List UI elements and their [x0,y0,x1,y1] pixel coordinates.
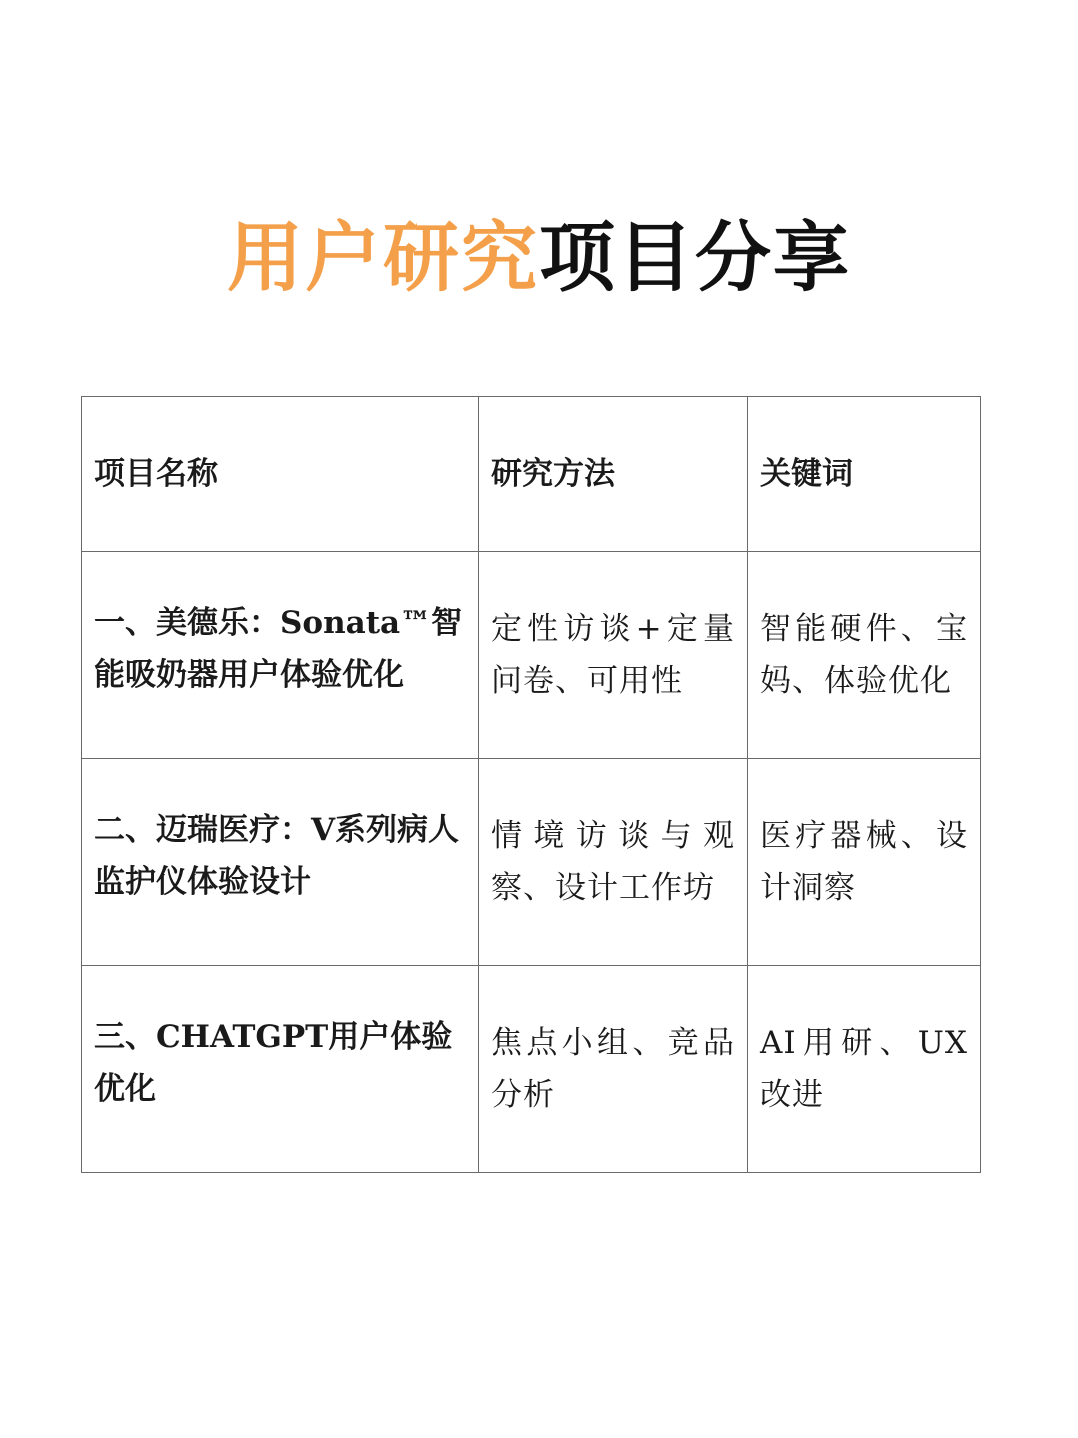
research-method-cell [479,966,748,1173]
table-row [82,759,981,966]
keywords: 医疗器械、设计洞察 [760,818,968,906]
research-method-cell [479,759,748,966]
project-name-cell [82,552,479,759]
project-name-cell [82,759,479,966]
project-name: 二、迈瑞医疗：V系列病人监护仪体验设计 [94,812,460,900]
research-method-cell [479,552,748,759]
header-project-name: 项目名称 [82,397,479,552]
title-highlight: 用户研究 [227,213,539,302]
project-name: 一、美德乐：Sonata™智能吸奶器用户体验优化 [94,605,463,693]
page-title [0,208,1078,308]
keywords: 智能硬件、宝妈、体验优化 [760,611,968,699]
keywords: AI用研、UX改进 [760,1025,968,1113]
table-header-row [82,397,981,552]
project-name: 三、CHATGPT用户体验优化 [94,1019,453,1107]
table-row [82,552,981,759]
keywords-cell [748,552,981,759]
header-keywords: 关键词 [748,397,981,552]
table-row [82,966,981,1173]
keywords-cell [748,966,981,1173]
keywords-cell [748,759,981,966]
project-name-cell [82,966,479,1173]
header-research-method: 研究方法 [479,397,748,552]
research-method: 定性访谈+定量问卷、可用性 [491,611,735,699]
title-rest: 项目分享 [539,213,851,302]
research-method: 焦点小组、竞品分析 [491,1025,735,1113]
projects-table [81,396,981,1173]
research-method: 情境访谈与观察、设计工作坊 [491,818,735,906]
